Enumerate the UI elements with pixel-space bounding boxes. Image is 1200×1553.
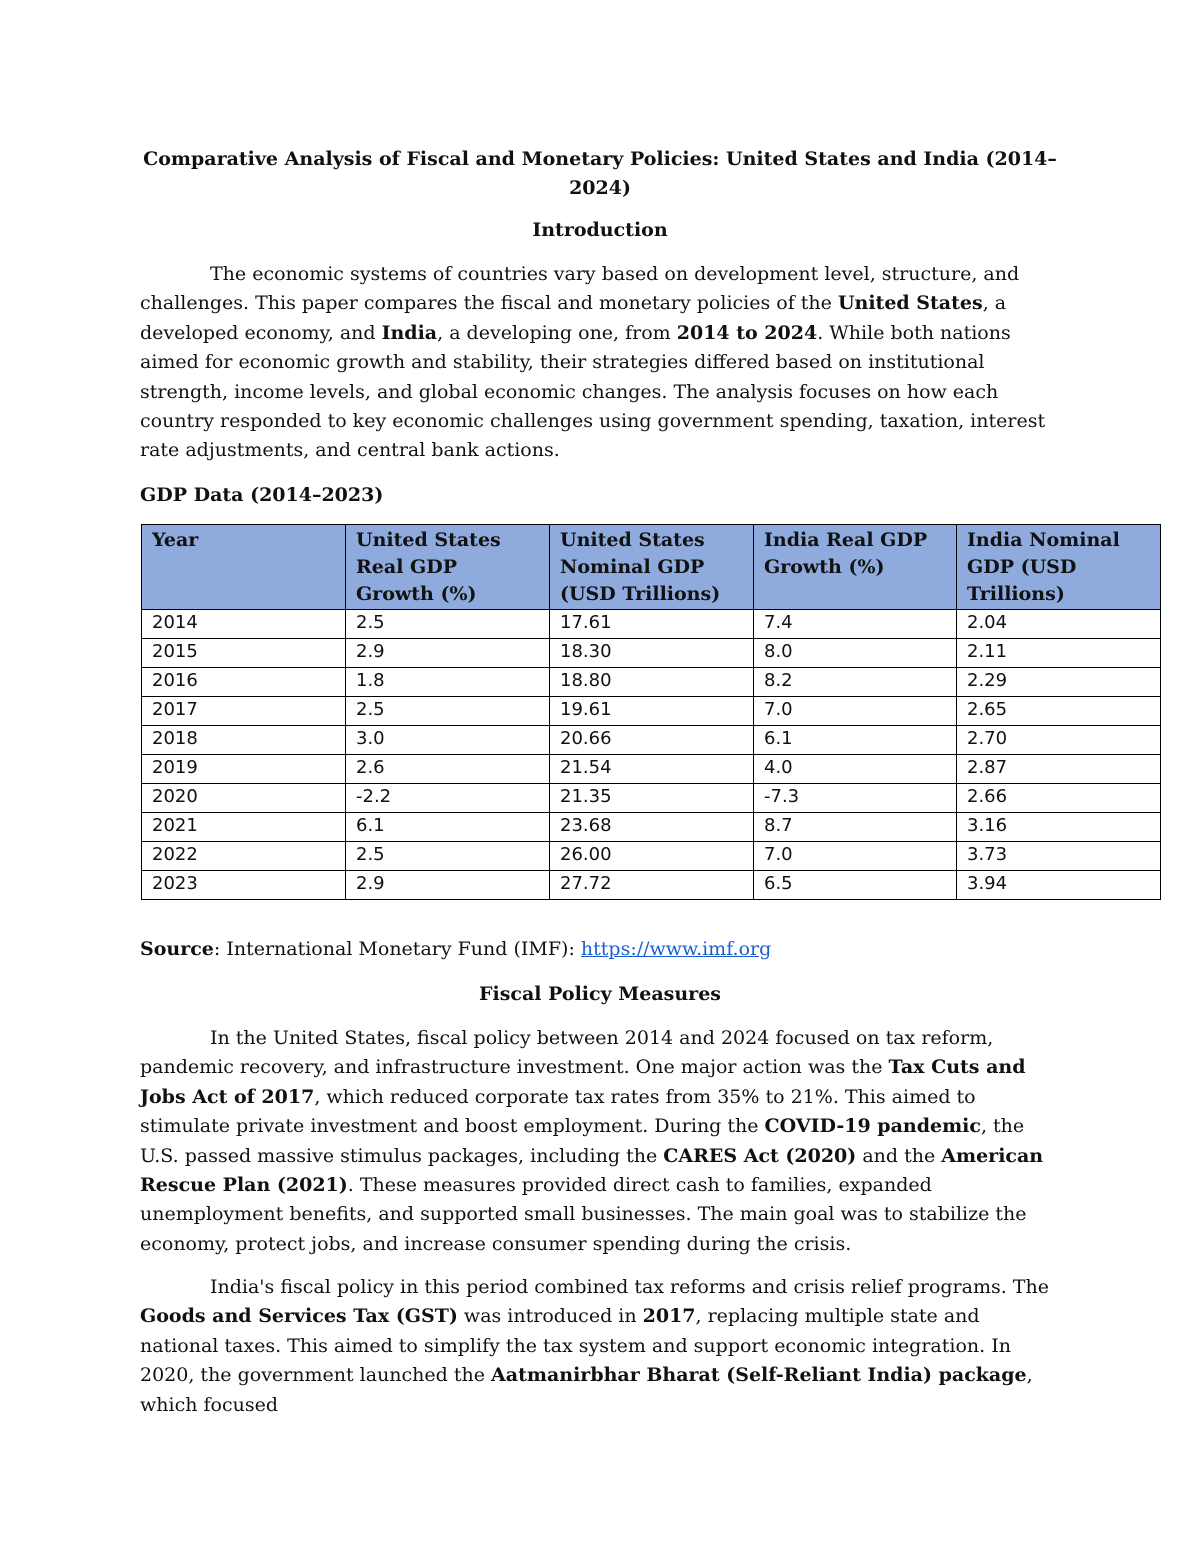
table-cell: 2021 (142, 813, 346, 842)
table-cell: 1.8 (346, 668, 550, 697)
header-us-real-gdp-growth: United States Real GDP Growth (%) (346, 525, 550, 610)
table-cell: 8.7 (754, 813, 957, 842)
table-cell: 26.00 (550, 842, 754, 871)
table-cell: 2016 (142, 668, 346, 697)
table-cell: 17.61 (550, 610, 754, 639)
table-cell: 2.5 (346, 842, 550, 871)
text-run: and the (856, 1144, 942, 1167)
table-cell: -2.2 (346, 784, 550, 813)
header-us-nominal-gdp: United States Nominal GDP (USD Trillions) (550, 525, 754, 610)
table-cell: 20.66 (550, 726, 754, 755)
table-cell: 2014 (142, 610, 346, 639)
introduction-paragraph (140, 260, 1060, 466)
bold-text: 2017 (642, 1305, 696, 1328)
text-run: , which reduced corporate tax rates from 35% to 21%. This aimed to stimulate private investment and boost employment. During the (140, 1085, 976, 1138)
table-cell: 2.9 (346, 871, 550, 900)
table-cell: -7.3 (754, 784, 957, 813)
table-cell: 21.54 (550, 755, 754, 784)
table-cell: 2.87 (957, 755, 1161, 784)
bold-text: COVID-19 pandemic (764, 1115, 981, 1138)
fiscal-policy-heading: Fiscal Policy Measures (479, 983, 721, 1005)
table-cell: 18.30 (550, 639, 754, 668)
table-cell: 2.5 (346, 610, 550, 639)
header-india-real-gdp-growth: India Real GDP Growth (%) (754, 525, 957, 610)
document-title: Comparative Analysis of Fiscal and Monetary Policies: United States and India (2014–2024) (143, 148, 1057, 199)
text-run: , a developing one, from (437, 321, 677, 344)
header-india-nominal-gdp: India Nominal GDP (USD Trillions) (957, 525, 1161, 610)
table-cell: 2017 (142, 697, 346, 726)
bold-text: Tax Cuts and Jobs Act of 2017 (140, 1056, 1026, 1108)
table-cell: 3.16 (957, 813, 1161, 842)
table-cell: 4.0 (754, 755, 957, 784)
table-row (142, 784, 1161, 813)
text-run: . While both nations aimed for economic growth and stability, their strategies differed based on institutional strength, income levels, and global economic changes. The analysis focuses on how each country responded to key economic challenges using government spending, taxation, interest rate adjustments, and central bank actions. (140, 321, 1046, 462)
text-run: , a developed economy, and (140, 292, 1007, 344)
table-cell: 3.73 (957, 842, 1161, 871)
table-row (142, 871, 1161, 900)
text-run: , the U.S. passed massive stimulus packages, including the (140, 1115, 1025, 1167)
text-run: . These measures provided direct cash to families, expanded unemployment benefits, and supported small businesses. The main goal was to stabilize the economy, protect jobs, and increase consumer spending during the crisis. (140, 1174, 1027, 1255)
table-cell: 7.4 (754, 610, 957, 639)
fiscal-paragraph-us (140, 1024, 1060, 1259)
table-cell: 8.2 (754, 668, 957, 697)
source-text: : International Monetary Fund (IMF): (213, 938, 581, 960)
table-row (142, 842, 1161, 871)
table-row (142, 697, 1161, 726)
bold-text: Goods and Services Tax (GST) (140, 1305, 458, 1328)
table-cell: 6.1 (346, 813, 550, 842)
text-run: The economic systems of countries vary based on development level, structure, and challenges. This paper compares the fiscal and monetary policies of the (140, 263, 1020, 315)
table-row (142, 755, 1161, 784)
table-cell: 2.9 (346, 639, 550, 668)
table-cell: 19.61 (550, 697, 754, 726)
table-cell: 8.0 (754, 639, 957, 668)
table-header-row (142, 525, 1161, 610)
table-cell: 2.70 (957, 726, 1161, 755)
table-cell: 2022 (142, 842, 346, 871)
table-cell: 6.5 (754, 871, 957, 900)
table-cell: 23.68 (550, 813, 754, 842)
table-cell: 2018 (142, 726, 346, 755)
table-cell: 3.94 (957, 871, 1161, 900)
text-run: , replacing multiple state and national taxes. This aimed to simplify the tax system and support economic integration. In 2020, the government launched the (140, 1305, 1011, 1387)
imf-link[interactable]: https://www.imf.org (580, 938, 772, 960)
bold-text: Aatmanirbhar Bharat (Self-Reliant India) package (491, 1364, 1027, 1387)
bold-text: India (381, 321, 438, 344)
source-label: Source (140, 938, 214, 960)
table-cell: 27.72 (550, 871, 754, 900)
table-cell: 2.65 (957, 697, 1161, 726)
table-cell: 2023 (142, 871, 346, 900)
table-row (142, 726, 1161, 755)
bold-text: CARES Act (2020) (663, 1144, 857, 1167)
table-cell: 7.0 (754, 842, 957, 871)
table-cell: 2.66 (957, 784, 1161, 813)
table-cell: 2.5 (346, 697, 550, 726)
bold-text: 2014 to 2024 (676, 321, 818, 344)
table-cell: 18.80 (550, 668, 754, 697)
table-cell: 2.6 (346, 755, 550, 784)
table-row (142, 639, 1161, 668)
table-cell: 2.04 (957, 610, 1161, 639)
fiscal-paragraph-india (140, 1273, 1060, 1420)
table-cell: 6.1 (754, 726, 957, 755)
introduction-heading: Introduction (532, 219, 668, 241)
gdp-data-heading: GDP Data (2014–2023) (140, 484, 384, 506)
table-row (142, 668, 1161, 697)
table-cell: 2.29 (957, 668, 1161, 697)
table-cell: 3.0 (346, 726, 550, 755)
table-row (142, 813, 1161, 842)
table-cell: 2.11 (957, 639, 1161, 668)
gdp-data-table (141, 524, 1161, 900)
bold-text: American Rescue Plan (2021) (140, 1144, 1044, 1197)
text-run: In the United States, fiscal policy between 2014 and 2024 focused on tax reform, pandemic recovery, and infrastructure investment. One major action was the (140, 1027, 994, 1079)
bold-text: United States (837, 292, 983, 315)
text-run: India's fiscal policy in this period combined tax reforms and crisis relief programs. The (210, 1276, 1049, 1298)
table-cell: 21.35 (550, 784, 754, 813)
text-run: , which focused (140, 1364, 1033, 1416)
table-cell: 2020 (142, 784, 346, 813)
table-cell: 7.0 (754, 697, 957, 726)
table-cell: 2019 (142, 755, 346, 784)
table-cell: 2015 (142, 639, 346, 668)
header-year: Year (142, 525, 346, 610)
text-run: was introduced in (457, 1305, 643, 1328)
table-row (142, 610, 1161, 639)
source-line (140, 935, 771, 964)
